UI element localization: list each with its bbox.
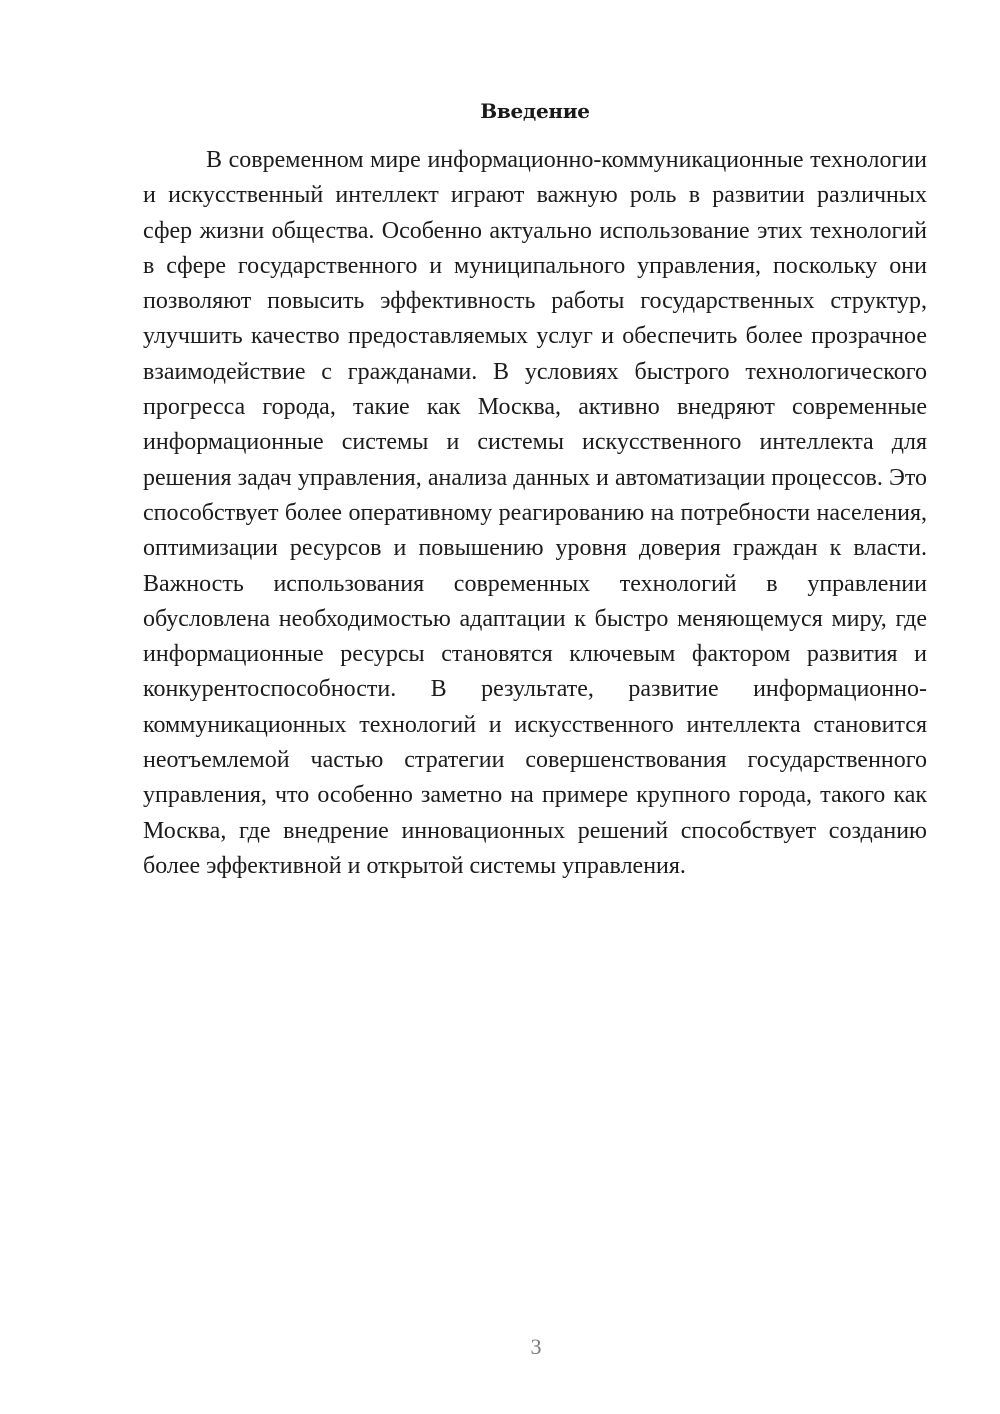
page-number: 3 (530, 1334, 542, 1359)
body-paragraph: В современном мире информационно-коммуникационные технологии и искусственный интеллект играют важную роль в развитии различных сфер жизни общества. Особенно актуально использование этих технологий в сфере государственного и муниципального управления, поскольку они позволяют повысить эффективность работы государственных структур, улучшить качество предоставляемых услуг и обеспечить более прозрачное взаимодействие с гражданами. В условиях быстрого технологического прогресса города, такие как Москва, активно внедряют современные информационные системы и системы искусственного интеллекта для решения задач управления, анализа данных и автоматизации процессов. Это способствует более оперативному реагированию на потребности населения, оптимизации ресурсов и повышению уровня доверия граждан к власти. Важность использования современных технологий в управлении обусловлена необходимостью адаптации к быстро меняющемуся миру, где информационные ресурсы становятся ключевым фактором развития и конкурентоспособности. В результате, развитие информационно-коммуникационных технологий и искусственного интеллекта становится неотъемлемой частью стратегии совершенствования государственного управления, что особенно заметно на примере крупного города, такого как Москва, где внедрение инновационных решений способствует созданию более эффективной и открытой системы управления. (143, 147, 927, 879)
section-heading: Введение (480, 99, 590, 123)
